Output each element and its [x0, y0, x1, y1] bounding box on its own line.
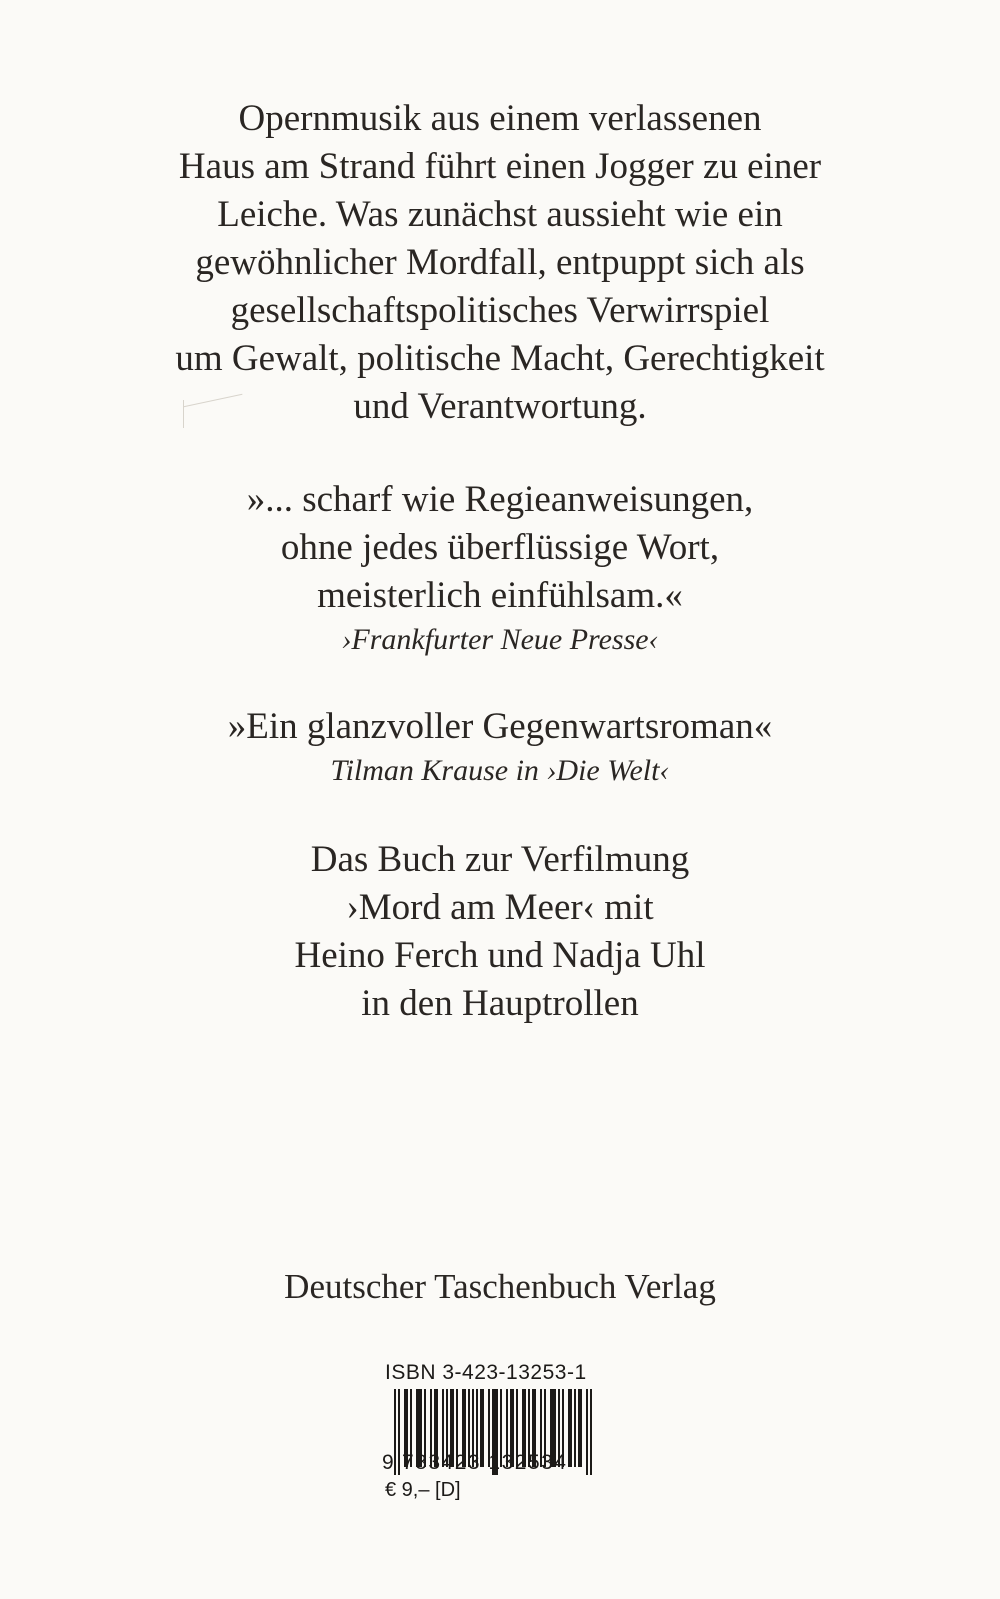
film-line: Das Buch zur Verfilmung	[310, 839, 690, 880]
quote-line: »Ein glanzvoller Gegenwartsroman«	[227, 706, 773, 747]
barcode-bar	[578, 1389, 580, 1467]
barcode-bar	[398, 1389, 400, 1475]
blurb-line: gewöhnlicher Mordfall, entpuppt sich als	[195, 242, 805, 283]
price-label: € 9,– [D]	[385, 1479, 461, 1501]
barcode-bar	[574, 1389, 576, 1467]
barcode-bar	[570, 1389, 572, 1467]
barcode-bar	[590, 1389, 592, 1475]
quote-source: ›Frankfurter Neue Presse‹	[341, 623, 659, 656]
film-note	[0, 836, 1000, 1028]
blurb-line: Opernmusik aus einem verlassenen	[238, 98, 762, 139]
review-quote-1	[0, 476, 1000, 660]
quote-line: meisterlich einfühlsam.«	[317, 575, 683, 616]
publisher-name: Deutscher Taschenbuch Verlag	[284, 1267, 716, 1306]
barcode-digits: 783423 132534	[402, 1451, 568, 1474]
blurb	[0, 95, 1000, 431]
barcode-bar	[580, 1389, 582, 1467]
film-line: in den Hauptrollen	[361, 983, 639, 1024]
review-quote-2	[0, 703, 1000, 791]
blurb-line: Leiche. Was zunächst aussieht wie ein	[217, 194, 783, 235]
blurb-line: und Verantwortung.	[353, 386, 647, 427]
film-line: ›Mord am Meer‹ mit	[346, 887, 654, 928]
barcode-bar	[568, 1389, 570, 1467]
blurb-line: um Gewalt, politische Macht, Gerechtigkeit	[175, 338, 825, 379]
barcode-bar	[586, 1389, 588, 1475]
quote-source: Tilman Krause in ›Die Welt‹	[330, 754, 670, 787]
quote-line: »... scharf wie Regieanweisungen,	[246, 479, 754, 520]
quote-line: ohne jedes überflüssige Wort,	[280, 527, 720, 568]
isbn-barcode-block	[382, 1361, 604, 1551]
isbn-label: ISBN 3-423-13253-1	[385, 1361, 587, 1384]
blurb-line: Haus am Strand führt einen Jogger zu einer	[178, 146, 822, 187]
film-line: Heino Ferch und Nadja Uhl	[294, 935, 706, 976]
barcode-bar	[394, 1389, 396, 1475]
barcode-first-digit: 9	[382, 1451, 394, 1474]
blurb-line: gesellschaftspolitisches Verwirrspiel	[230, 290, 770, 331]
